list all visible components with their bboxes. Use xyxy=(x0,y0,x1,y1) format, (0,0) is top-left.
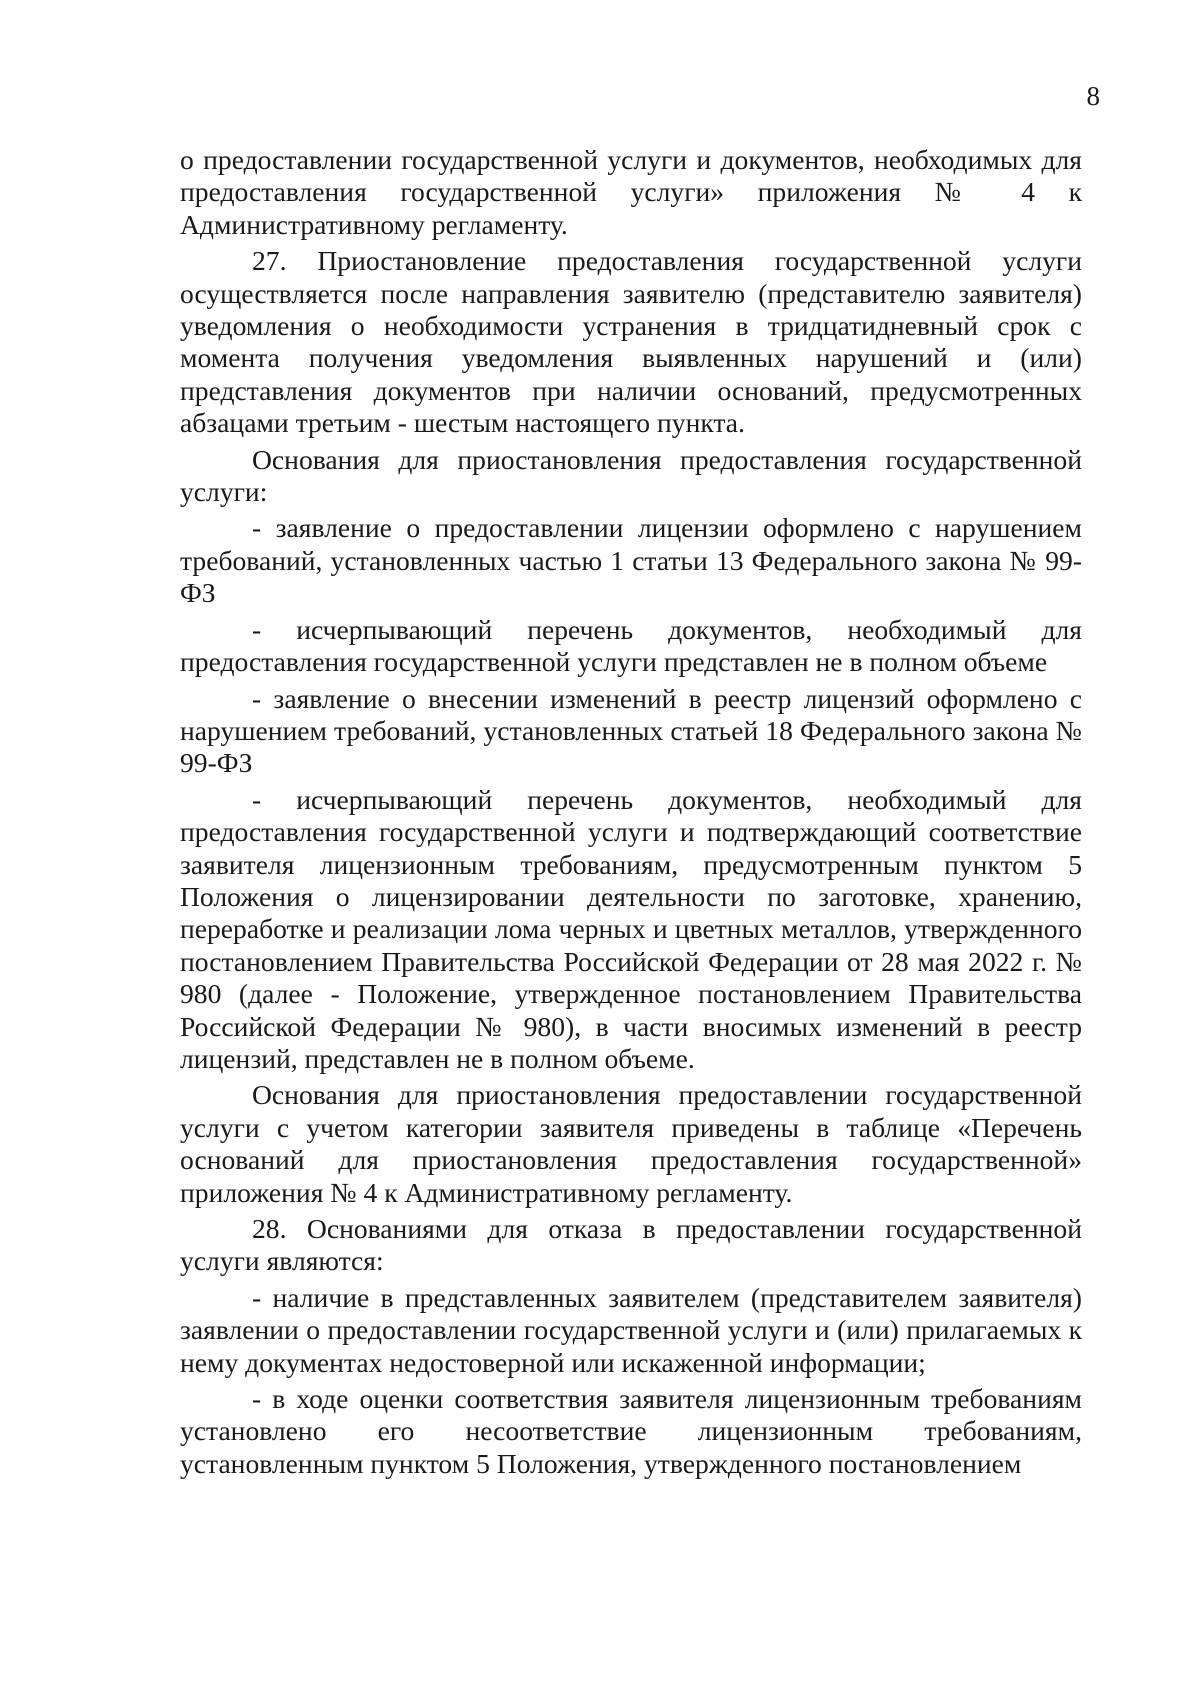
page-number: 8 xyxy=(1086,81,1100,111)
paragraph-suspension-grounds-heading: Основания для приостановления предоставления государственной услуги: xyxy=(180,443,1082,508)
list-item-ground-3: - заявление о внесении изменений в реестр лицензий оформлено с нарушением требований, установленных статьей 18 Федерального закона № 99-ФЗ xyxy=(180,682,1082,779)
paragraph-item-27: 27. Приостановление предоставления государственной услуги осуществляется после направления заявителю (представителю заявителя) уведомления о необходимости устранения в тридцатидневный срок с момента получения уведомления выявленных нарушений и (или) представления документов при наличии оснований, предусмотренных абзацами третьим - шестым настоящего пункта. xyxy=(180,245,1082,439)
document-body xyxy=(180,144,1082,1480)
paragraph-item-28: 28. Основаниями для отказа в предоставлении государственной услуги являются: xyxy=(180,1213,1082,1277)
paragraph-continuation: о предоставлении государственной услуги и документов, необходимых для предоставления государственной услуги» приложения № 4 к Административному регламенту. xyxy=(180,144,1082,240)
list-item-ground-1: - заявление о предоставлении лицензии оформлено с нарушением требований, установленных частью 1 статьи 13 Федерального закона № 99-ФЗ xyxy=(180,512,1082,609)
paragraph-suspension-category: Основания для приостановления предоставлении государственной услуги с учетом категории заявителя приведены в таблице «Перечень оснований для приостановления предоставления государственной» приложения № 4 к Административному регламенту. xyxy=(180,1079,1082,1208)
list-item-ground-4: - исчерпывающий перечень документов, необходимый для предоставления государственной услуги и подтверждающий соответствие заявителя лицензионным требованиям, предусмотренным пунктом 5 Положения о лицензировании деятельности по заготовке, хранению, переработке и реализации лома черных и цветных металлов, утвержденного постановлением Правительства Российской Федерации от 28 мая 2022 г. № 980 (далее - Положение, утвержденное постановлением Правительства Российской Федерации № 980), в части вносимых изменений в реестр лицензий, представлен не в полном объеме. xyxy=(180,783,1082,1074)
list-item-refusal-1: - наличие в представленных заявителем (представителем заявителя) заявлении о предоставлении государственной услуги и (или) прилагаемых к нему документах недостоверной или искаженной информации; xyxy=(180,1281,1082,1378)
list-item-refusal-2: - в ходе оценки соответствия заявителя лицензионным требованиям установлено его несоответствие лицензионным требованиям, установленным пунктом 5 Положения, утвержденного постановлением xyxy=(180,1383,1082,1479)
list-item-ground-2: - исчерпывающий перечень документов, необходимый для предоставления государственной услуги представлен не в полном объеме xyxy=(180,613,1082,678)
